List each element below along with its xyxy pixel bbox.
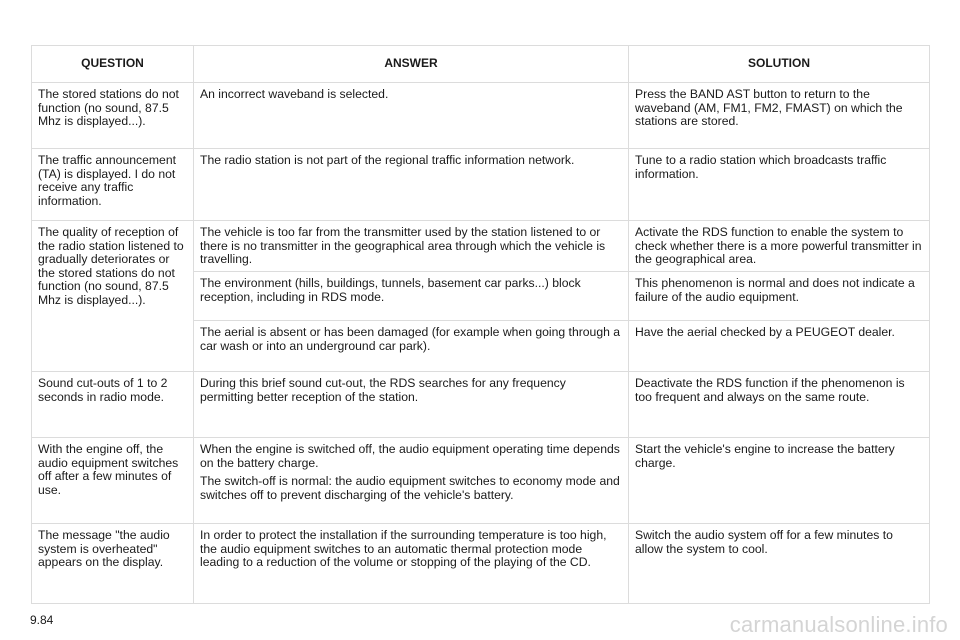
table-row: [32, 524, 930, 604]
header-question: QUESTION: [32, 46, 194, 83]
question-cell: The quality of reception of the radio station listened to gradually deteriorates or the stored stations do not function (no sound, 87.5 Mhz is displayed...).: [32, 221, 194, 372]
solution-cell: Tune to a radio station which broadcasts traffic information.: [629, 149, 930, 221]
header-solution: SOLUTION: [629, 46, 930, 83]
answer-cell: The vehicle is too far from the transmitter used by the station listened to or there is no transmitter in the geographical area through which the vehicle is travelling.: [194, 221, 629, 272]
answer-line: The switch-off is normal: the audio equipment switches to economy mode and switches off to prevent discharging of the vehicle's battery.: [200, 474, 620, 502]
answer-cell: In order to protect the installation if the surrounding temperature is too high, the audio equipment switches to an automatic thermal protection mode leading to a reduction of the volume or stopping of the playing of the CD.: [194, 524, 629, 604]
table-row: [32, 372, 930, 438]
question-cell: Sound cut-outs of 1 to 2 seconds in radio mode.: [32, 372, 194, 438]
solution-cell: Activate the RDS function to enable the system to check whether there is a more powerful transmitter in the geographical area.: [629, 221, 930, 272]
header-answer: ANSWER: [194, 46, 629, 83]
solution-cell: Deactivate the RDS function if the phenomenon is too frequent and always on the same route.: [629, 372, 930, 438]
question-cell: The stored stations do not function (no sound, 87.5 Mhz is displayed...).: [32, 83, 194, 149]
question-cell: With the engine off, the audio equipment switches off after a few minutes of use.: [32, 438, 194, 524]
table-row: [32, 438, 930, 524]
watermark: carmanualsonline.info: [729, 612, 948, 637]
table-row: [32, 221, 930, 272]
table-row: [32, 83, 930, 149]
solution-cell: Have the aerial checked by a PEUGEOT dealer.: [629, 321, 930, 372]
answer-cell: The aerial is absent or has been damaged (for example when going through a car wash or into an underground car park).: [194, 321, 629, 372]
answer-cell: [194, 438, 629, 524]
question-cell: The traffic announcement (TA) is displayed. I do not receive any traffic information.: [32, 149, 194, 221]
page-number: 9.84: [30, 613, 54, 627]
answer-cell: An incorrect waveband is selected.: [194, 83, 629, 149]
question-cell: The message "the audio system is overheated" appears on the display.: [32, 524, 194, 604]
solution-cell: Switch the audio system off for a few minutes to allow the system to cool.: [629, 524, 930, 604]
answer-cell: The environment (hills, buildings, tunnels, basement car parks...) block reception, including in RDS mode.: [194, 272, 629, 321]
table-row: [32, 149, 930, 221]
solution-cell: Start the vehicle's engine to increase the battery charge.: [629, 438, 930, 524]
answer-cell: During this brief sound cut-out, the RDS searches for any frequency permitting better reception of the station.: [194, 372, 629, 438]
header-row: [32, 46, 930, 83]
faq-table: [31, 45, 930, 604]
solution-cell: Press the BAND AST button to return to the waveband (AM, FM1, FM2, FMAST) on which the stations are stored.: [629, 83, 930, 149]
solution-cell: This phenomenon is normal and does not indicate a failure of the audio equipment.: [629, 272, 930, 321]
answer-cell: The radio station is not part of the regional traffic information network.: [194, 149, 629, 221]
answer-line: When the engine is switched off, the audio equipment operating time depends on the battery charge.: [200, 442, 620, 470]
